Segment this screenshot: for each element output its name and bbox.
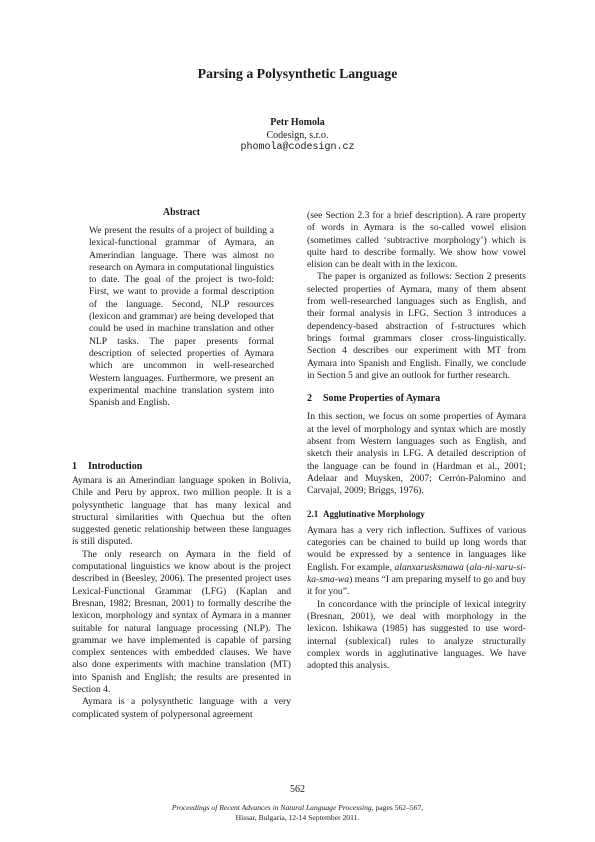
intro-paragraph-continued: (see Section 2.3 for a brief description). A rare property of words in Aymara is the so-called vowel elision (sometimes called ‘subtractive morphology’) which is quite hard to describe formally. We show how vowel elision can be dealt with in the lexicon.: [307, 210, 526, 271]
example-word: alanxarusksmawa: [394, 561, 464, 573]
example-segmentation: ala-ni-xaru-si-ka-sma-wa: [307, 561, 526, 586]
subsection-2-1-paragraph-2: In concordance with the principle of lexical integrity (Bresnan, 2001), we deal with morphology in the lexicon. Ishikawa (1985) has suggested to use word-internal (sublexical) rules to analyze structurally complex words in agglutinative languages. We have adopted this analysis.: [307, 598, 526, 672]
section-2-heading: [307, 393, 526, 405]
left-column: [72, 475, 291, 721]
text-span: Aymara has a very rich inflection. Suffixes of various categories can be chained to build up long words that would be expressed by a sentence in languages like English. For example,: [307, 524, 526, 573]
proceedings-line: [0, 803, 595, 813]
text-span: ) means “I am preparing myself to go and buy it for you”.: [307, 574, 526, 598]
section-1-number: 1: [72, 461, 77, 472]
intro-paragraph-organization: The paper is organized as follows: Section 2 presents selected properties of Aymara, many of them absent from well-researched languages such as English, and their formal analysis in LFG. Section 3 introduces a dependency-based abstraction of f-structures which brings formal grammars closer cross-linguistically. Section 4 describes our experiment with MT from Aymara into Spanish and English. Finally, we conclude in Section 5 and give an outlook for further research.: [307, 271, 526, 381]
author-email: phomola@codesign.cz: [240, 142, 355, 153]
proceedings-location: Hissar, Bulgaria, 12-14 September 2011.: [235, 812, 360, 822]
section-2-title: Some Properties of Aymara: [323, 393, 441, 405]
subsection-2-1-title: Agglutinative Morphology: [323, 508, 425, 519]
right-column: [307, 210, 526, 672]
intro-paragraph-3: Aymara is a polysynthetic language with a very complicated system of polypersonal agreement: [72, 696, 291, 720]
proceedings-title: Proceedings of Recent Advances in Natural Language Processing: [171, 803, 372, 812]
section-2-number: 2: [307, 393, 312, 405]
abstract-text: We present the results of a project of building a lexical-functional grammar of Aymara, an Amerindian language. There was almost no research on Aymara in computational linguistics to date. The goal of the project is two-fold: First, we want to provide a formal description of the language. Second, NLP resources (lexicon and grammar) are being developed that could be used in machine translation and other NLP tasks. The paper presents formal description of selected properties of Aymara which are uncommon in well-researched Western languages. Furthermore, we present an experimental machine translation system into Spanish and English.: [89, 225, 274, 409]
abstract-body: [89, 225, 274, 409]
intro-paragraph-1: Aymara is an Amerindian language spoken in Bolivia, Chile and Peru by approx. two million people. It is a polysynthetic language that has many lexical and structural similarities with Quechua but the often suggested genetic relationship between these languages is still disputed.: [72, 475, 291, 548]
author-name: Petr Homola: [270, 117, 325, 128]
subsection-2-1-heading: [307, 508, 526, 520]
page-number: 562: [290, 784, 305, 795]
proceedings-footer: [0, 803, 595, 822]
subsection-2-1-paragraph-1: [307, 525, 526, 599]
paper-title: Parsing a Polysynthetic Language: [197, 66, 398, 81]
abstract-heading: Abstract: [162, 207, 201, 218]
author-affiliation: Codesign, s.r.o.: [266, 129, 329, 141]
section-1-heading: [72, 461, 142, 472]
subsection-2-1-number: 2.1: [307, 508, 319, 519]
text-span: (: [463, 561, 470, 573]
section-2-paragraph-1: In this section, we focus on some properties of Aymara at the level of morphology and syntax which are mostly absent from Western languages such as English, and sketch their analysis in LFG. A detailed description of the language can be found in (Hardman et al., 2001; Adelaar and Muysken, 2007; Cerrón-Palomino and Carvajal, 2009; Briggs, 1976).: [307, 411, 526, 497]
section-1-title: Introduction: [88, 461, 143, 472]
intro-paragraph-2: The only research on Aymara in the field of computational linguistics we know about is the project described in (Beesley, 2006). The presented project uses Lexical-Functional Grammar (LFG) (Kaplan and Bresnan, 1982; Bresnan, 2001) to formally describe the lexicon, morphology and syntax of Aymara in a manner suitable for natural language processing (NLP). The grammar we have implemented is capable of parsing complex sentences with embedded clauses. We have also done experiments with machine translation (MT) into Spanish and English; the results are presented in Section 4.: [72, 548, 291, 696]
proceedings-pages: , pages 562–567,: [371, 803, 424, 812]
